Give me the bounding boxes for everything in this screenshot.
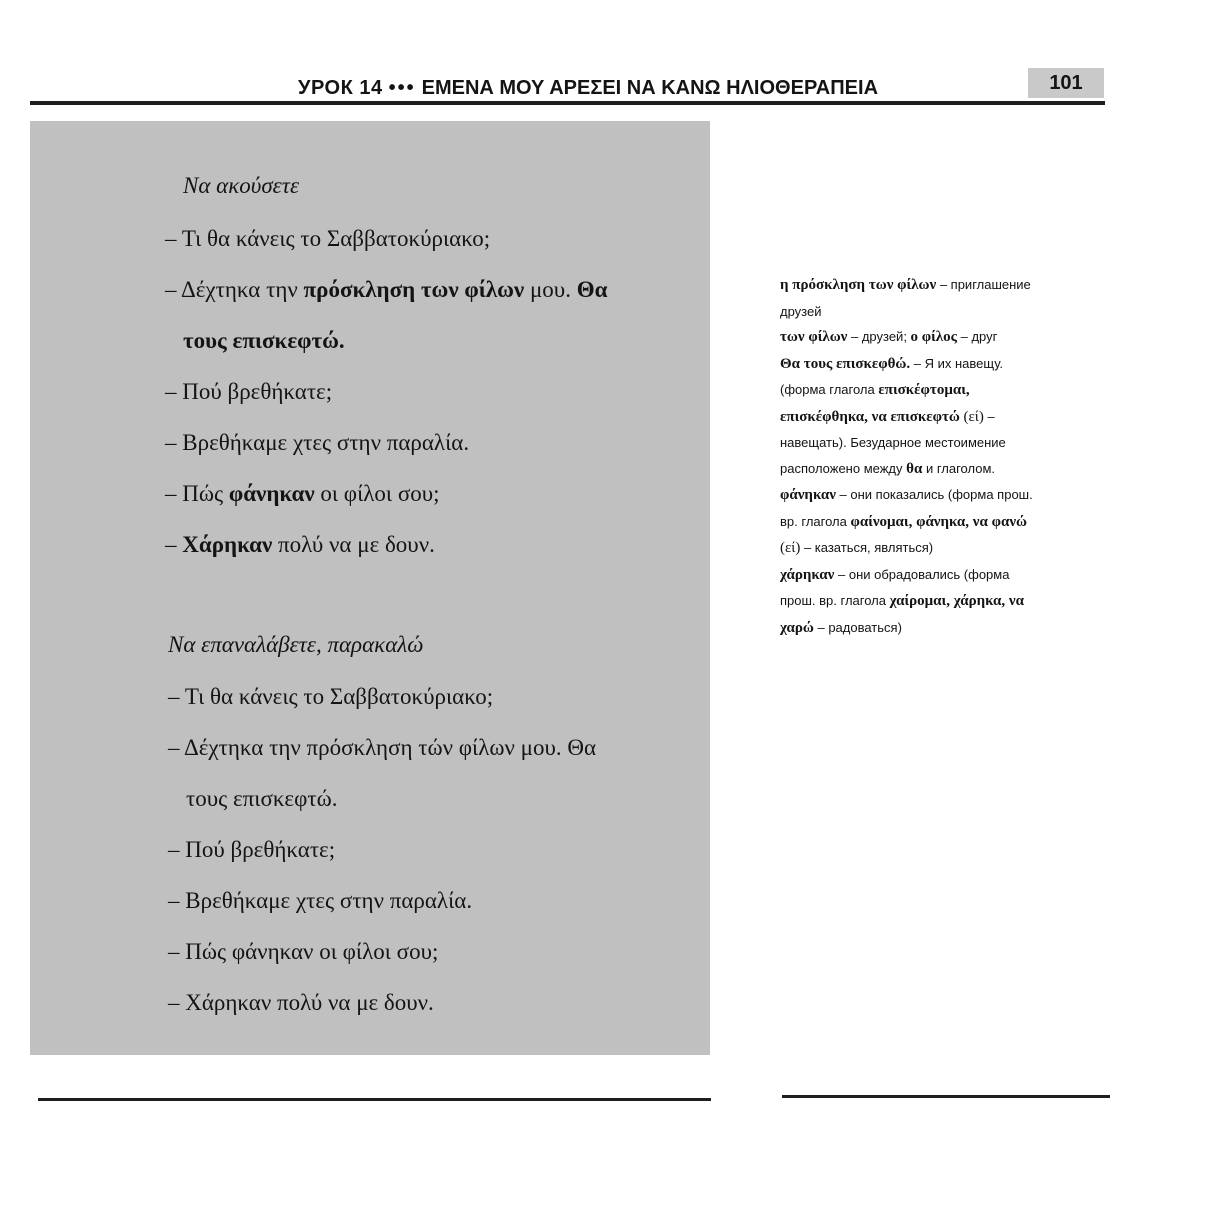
lesson-number: УРОК 14 — [298, 77, 383, 99]
repeat-heading: Να επαναλάβετε, παρακαλώ — [168, 632, 424, 657]
glossary-line: друзей — [780, 303, 822, 319]
page-header-title — [298, 76, 998, 100]
page-number: 101 — [1028, 68, 1104, 98]
highlight-phrase: φάνηκαν — [228, 481, 315, 506]
glossary-notes — [780, 272, 1120, 641]
repeat-line-2: – Δέχτηκα την πρόσκληση τών φίλων μου. Θα — [168, 735, 597, 760]
glossary-line: επισκέφθηκα, να επισκεφτώ (εί) – — [780, 408, 995, 425]
highlight-phrase: Χάρηκαν — [182, 532, 273, 557]
repeat-line-5: – Βρεθήκαμε χτες στην παραλία. — [168, 888, 473, 913]
repeat-line-4: – Πού βρεθήκατε; — [168, 837, 336, 862]
glossary-line: (εί) – казаться, являться) — [780, 540, 934, 556]
glossary-line: φάνηκαν – они показались (форма прош. — [780, 487, 1033, 503]
repeat-line-1: – Τι θα κάνεις το Σαββατοκύριακο; — [168, 684, 494, 709]
footer-divider-left — [38, 1098, 711, 1101]
glossary-line: χαρώ – радоваться) — [780, 619, 902, 636]
listen-line-3 — [183, 327, 345, 355]
glossary-line: Θα τους επισκεφθώ. – Я их навещу. — [780, 355, 1004, 372]
highlight-phrase: τους επισκεφτώ. — [183, 328, 345, 353]
glossary-line: навещать). Безударное местоимение — [780, 435, 1006, 450]
glossary-line: вр. глагола φαίνομαι, φάνηκα, να φανώ — [780, 513, 1028, 530]
highlight-phrase: Θα — [576, 277, 608, 302]
listen-line-6: – Πώς φάνηκαν οι φίλοι σου; — [165, 481, 440, 506]
glossary-line: η πρόσκληση των φίλων – приглашение — [780, 277, 1031, 293]
listen-line-4: – Πού βρεθήκατε; — [165, 379, 333, 404]
glossary-line: χάρηκαν – они обрадовались (форма — [780, 566, 1010, 583]
listen-line-5: – Βρεθήκαμε χτες στην παραλία. — [165, 430, 470, 455]
glossary-line: расположено между θα и глаголом. — [780, 460, 995, 477]
listen-line-2: – Δέχτηκα την πρόσκληση των φίλων μου. Θα — [165, 277, 608, 302]
repeat-line-7: – Χάρηκαν πολύ να με δουν. — [168, 990, 434, 1015]
repeat-line-6: – Πώς φάνηκαν οι φίλοι σου; — [168, 939, 439, 964]
listen-line-7: – Χάρηκαν πολύ να με δουν. — [165, 532, 435, 557]
lesson-title: ΕΜΕΝΑ ΜΟΥ ΑΡΕΣΕΙ ΝΑ ΚΑΝΩ ΗΛΙΟΘΕΡΑΠΕΙΑ — [421, 77, 879, 99]
repeat-line-3: τους επισκεφτώ. — [186, 786, 338, 811]
highlight-phrase: πρόσκληση των φίλων — [303, 277, 525, 302]
glossary-line: (форма глагола επισκέφτομαι, — [780, 382, 970, 398]
listen-heading: Να ακούσετε — [183, 173, 300, 198]
listen-line-1: – Τι θα κάνεις το Σαββατοκύριακο; — [165, 226, 491, 251]
glossary-line: прош. вр. глагола χαίρομαι, χάρηκα, να — [780, 593, 1024, 609]
header-divider — [30, 101, 1105, 105]
footer-divider-right — [782, 1095, 1110, 1098]
glossary-line: των φίλων – друзей; ο φίλος – друг — [780, 329, 998, 345]
header-separator: ••• — [388, 77, 416, 99]
